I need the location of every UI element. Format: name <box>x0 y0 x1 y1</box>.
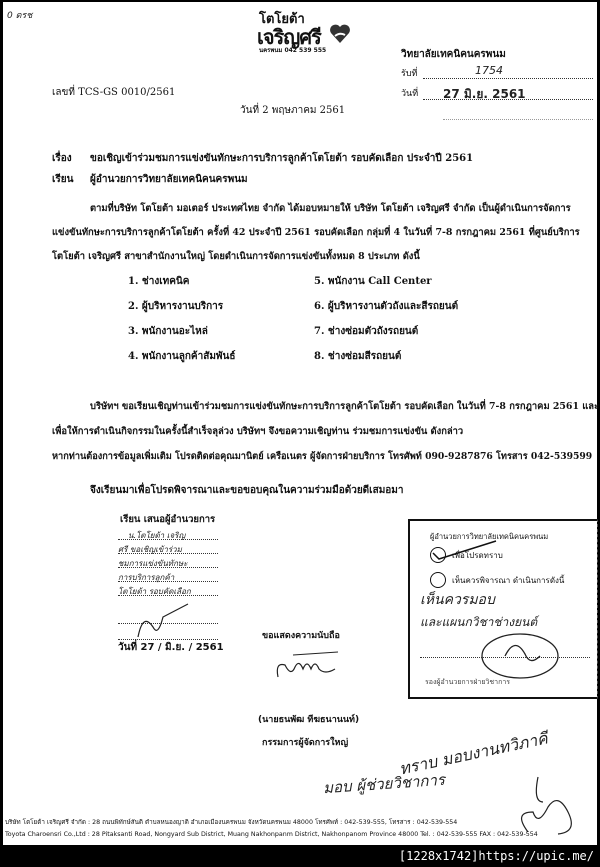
dotted-line <box>443 119 593 120</box>
document-number: เลขที่ TCS-GS 0010/2561 <box>52 87 176 98</box>
stamp-footer: รองผู้อำนวยการฝ่ายวิชาการ <box>425 678 511 686</box>
logo-line3: นครพนม 042 539 555 <box>259 47 327 54</box>
stamp-option-2: เห็นควรพิจารณา ดำเนินการดังนี้ <box>452 576 565 585</box>
stamp-handwriting: และแผนกวิชาช่างยนต์ <box>420 615 538 629</box>
dotted-line <box>420 657 590 658</box>
watermark-text: [1228x1742]https://upic.me/ <box>398 849 594 863</box>
paragraph-line: บริษัทฯ ขอเรียนเชิญท่านเข้าร่วมชมการแข่งขันทักษะการบริการลูกค้าโตโยต้า รอบคัดเลือก ในวันที่ 7-8 กรกฎาคม 2561 และ <box>90 401 600 412</box>
category-item: 5. พนักงาน Call Center <box>314 276 432 287</box>
category-item: 6. ผู้บริหารงานตัวถังและสีรถยนต์ <box>314 301 459 312</box>
handwritten-note-line: น.โตโยต้า เจริญ <box>128 531 186 540</box>
watermark-bar <box>0 847 600 867</box>
category-item: 1. ช่างเทคนิค <box>128 276 190 287</box>
received-date: 27 มิ.ย. 2561 <box>443 87 526 101</box>
date-label: วันที่ <box>401 89 419 99</box>
logo-line1: โตโยต้า <box>259 12 305 27</box>
document-page <box>3 2 600 845</box>
handwritten-note-line: โตโยต้า รอบคัดเลือก <box>118 587 191 596</box>
paragraph-line: หากท่านต้องการข้อมูลเพิ่มเติม โปรดติดต่อคุณมานิตย์ เครือเนตร ผู้จัดการฝ่ายบริการ โทรศัพท์ 090-9287876 โทรสาร 042-539599 <box>52 451 593 462</box>
logo-line2: เจริญศรี <box>257 25 321 49</box>
left-note-date: วันที่ 27 / มิ.ย. / 2561 <box>118 642 224 653</box>
handwritten-signature-icon <box>133 602 193 642</box>
sign-off: ขอแสดงความนับถือ <box>262 631 340 641</box>
subject-label: เรื่อง <box>52 153 72 164</box>
stamp-option-1: เพื่อโปรดทราบ <box>452 551 503 560</box>
footer-english: Toyota Charoensri Co.,Ltd : 28 Pitaksanti Road, Nongyard Sub District, Muang Nakhonpanm District, Nakhonpanom Province 48000 Tel. : 042-539-555 FAX : 042-539-554 <box>5 831 538 838</box>
paragraph-line: โตโยต้า เจริญศรี สาขาสำนักงานใหญ่ โดยดำเนินการจัดการแข่งขันทั้งหมด 8 ประเภท ดังนี้ <box>52 251 420 262</box>
signer-title: กรรมการผู้จัดการใหญ่ <box>262 738 349 748</box>
paragraph-line: แข่งขันทักษะการบริการลูกค้าโตโยต้า ครั้งที่ 42 ประจำปี 2561 รอบคัดเลือก กลุ่มที่ 4 ในวันที่ 7-8 กรกฎาคม 2561 ที่ศูนย์บริการ <box>52 227 580 238</box>
stamp-heading: ผู้อำนวยการวิทยาลัยเทคนิคนครพนม <box>430 532 549 541</box>
received-label: รับที่ <box>401 69 418 79</box>
company-logo <box>255 8 355 54</box>
category-item: 2. ผู้บริหารงานบริการ <box>128 301 224 312</box>
handwritten-note-line: ศรี ขอเชิญเข้าร่วม <box>118 545 182 554</box>
left-note-heading: เรียน เสนอผู้อำนวยการ <box>120 514 216 525</box>
handwritten-note-line: ชมการแข่งขันทักษะ <box>118 559 188 568</box>
handwritten-annotation: 0 ดรช <box>7 11 33 21</box>
bottom-handwriting: ทราบ มอบงานทวิภาคี <box>397 728 550 779</box>
category-item: 3. พนักงานอะไหล่ <box>128 326 208 337</box>
category-item: 8. ช่างซ่อมสีรถยนต์ <box>314 351 402 362</box>
stamp-handwriting: เห็นควรมอบ <box>420 592 495 608</box>
checkbox-circle[interactable] <box>430 572 446 588</box>
bottom-handwriting: มอบ ผู้ช่วยวิชาการ <box>322 770 446 798</box>
signature-icon <box>273 647 343 687</box>
dotted-line <box>423 78 593 79</box>
to-label: เรียน <box>52 174 74 185</box>
category-item: 4. พนักงานลูกค้าสัมพันธ์ <box>128 351 236 362</box>
received-number: 1754 <box>475 64 503 77</box>
document-date: วันที่ 2 พฤษภาคม 2561 <box>240 105 346 116</box>
receive-stamp-org: วิทยาลัยเทคนิคนครพนม <box>401 49 506 60</box>
paragraph-line: เพื่อให้การดำเนินกิจกรรมในครั้งนี้สำเร็จลุล่วง บริษัทฯ จึงขอความเชิญท่าน ร่วมชมการแข่งขัน ดังกล่าว <box>52 426 464 437</box>
heart-logo-icon <box>329 23 351 45</box>
handwritten-note-line: การบริการลูกค้า <box>118 573 175 582</box>
closing-paragraph: จึงเรียนมาเพื่อโปรดพิจารณาและขอขอบคุณในความร่วมมือด้วยดีเสมอมา <box>90 485 404 496</box>
subject-text: ขอเชิญเข้าร่วมชมการแข่งขันทักษะการบริการลูกค้าโตโยต้า รอบคัดเลือก ประจำปี 2561 <box>90 153 474 164</box>
signer-name: (นายธนพัฒ ทีฆธนานนท์) <box>258 715 360 725</box>
to-text: ผู้อำนวยการวิทยาลัยเทคนิคนครพนม <box>90 174 248 185</box>
director-stamp-box <box>408 519 598 699</box>
paragraph-line: ตามที่บริษัท โตโยต้า มอเตอร์ ประเทศไทย จำกัด ได้มอบหมายให้ บริษัท โตโยต้า เจริญศรี จำกัด เป็นผู้ดำเนินการจัดการ <box>90 203 571 214</box>
category-item: 7. ช่างซ่อมตัวถังรถยนต์ <box>314 326 419 337</box>
footer-thai: บริษัท โตโยต้า เจริญศรี จำกัด : 28 ถนนพิทักษ์สันติ ตำบลหนองญาติ อำเภอเมืองนครพนม จังหวัดนครพนม 48000 โทรศัพท์ : 042-539-555, โทรสาร : 042-539-554 <box>5 819 458 826</box>
